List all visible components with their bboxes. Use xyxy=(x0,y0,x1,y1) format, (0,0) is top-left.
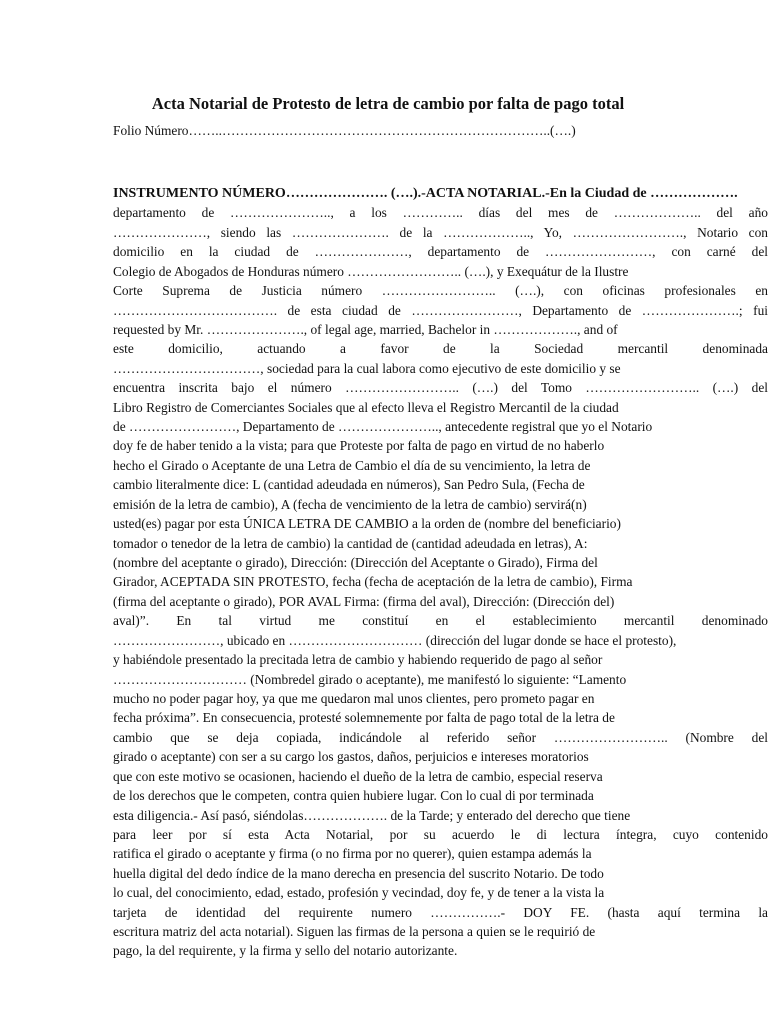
body-line: tarjeta de identidad del requirente numero …………….- DOY FE. (hasta aquí termina la xyxy=(113,904,768,920)
body-line: departamento de ………………….., a los ………….. días del mes de ……………….. del año xyxy=(113,205,768,221)
body-line: huella digital del dedo índice de la mano derecha en presencia del suscrito Notario. De todo xyxy=(113,865,604,881)
body-line: Girador, ACEPTADA SIN PROTESTO, fecha (fecha de aceptación de la letra de cambio), Firma xyxy=(113,574,633,590)
body-line: pago, la del requirente, y la firma y sello del notario autorizante. xyxy=(113,943,458,959)
document-title: Acta Notarial de Protesto de letra de cambio por falta de pago total xyxy=(151,94,625,113)
body-line: para leer por sí esta Acta Notarial, por su acuerdo le di lectura íntegra, cuyo contenido xyxy=(113,826,768,842)
body-line: esta diligencia.- Así pasó, siéndolas………………. de la Tarde; y enterado del derecho que tiene xyxy=(113,807,631,823)
body-line: y habiéndole presentado la precitada letra de cambio y habiendo requerido de pago al señor xyxy=(113,652,603,668)
body-line: aval)”. En tal virtud me constituí en el establecimiento mercantil denominado xyxy=(113,613,768,629)
body-line: ……………………, ubicado en ………………………… (dirección del lugar donde se hace el protesto), xyxy=(113,632,677,648)
body-line: doy fe de haber tenido a la vista; para que Proteste por falta de pago en virtud de no haberlo xyxy=(113,438,605,454)
folio-number: Folio Número……..………………………………………………………………..(….) xyxy=(113,123,576,138)
body-line: (nombre del aceptante o girado), Dirección: (Dirección del Aceptante o Girado), Firma del xyxy=(113,555,598,571)
body-line: emisión de la letra de cambio), A (fecha de vencimiento de la letra de cambio) servirá(n) xyxy=(113,496,587,512)
body-line: lo cual, del conocimiento, edad, estado, profesión y vecindad, doy fe, y de tener a la vista la xyxy=(113,885,605,901)
body-line: ratifica el girado o aceptante y firma (o no firma por no querer), quien estampa además la xyxy=(113,846,592,862)
body-line: ………………………… (Nombredel girado o aceptante), me manifestó lo siguiente: “Lamento xyxy=(113,671,627,687)
body-line: fecha próxima”. En consecuencia, protesté solemnemente por falta de pago total de la letra de xyxy=(113,710,615,726)
body-line: Colegio de Abogados de Honduras número …………………….. (….), y Exequátur de la Ilustre xyxy=(113,263,629,279)
body-line: ……………………………, sociedad para la cual labora como ejecutivo de este domicilio y se xyxy=(113,360,621,376)
body-line: de los derechos que le competen, contra quien hubiere lugar. Con lo cual di por terminada xyxy=(113,788,594,804)
body-line: este domicilio, actuando a favor de la Sociedad mercantil denominada xyxy=(113,341,768,357)
body-line: Libro Registro de Comerciantes Sociales que al efecto lleva el Registro Mercantil de la ciudad xyxy=(113,399,619,415)
body-line: …………………, siendo las …………………. de la ……………….., Yo, ……………………., Notario con xyxy=(113,224,768,240)
body-line: usted(es) pagar por esta ÚNICA LETRA DE CAMBIO a la orden de (nombre del beneficiario) xyxy=(113,516,621,532)
body-line: Corte Suprema de Justicia número …………………….. (….), con oficinas profesionales en xyxy=(113,283,768,299)
body-line: requested by Mr. …………………., of legal age, married, Bachelor in ………………., and of xyxy=(113,321,618,337)
body-line: de ……………………, Departamento de ………………….., antecedente registral que yo el Notario xyxy=(113,419,653,435)
body-line: cambio literalmente dice: L (cantidad adeudada en números), San Pedro Sula, (Fecha de xyxy=(113,477,585,493)
body-line: cambio que se deja copiada, indicándole al referido señor …………………….. (Nombre del xyxy=(113,729,768,745)
body-line: domicilio en la ciudad de …………………, departamento de ……………………, con carné del xyxy=(113,244,768,260)
body-line: que con este motivo se ocasionen, haciendo el dueño de la letra de cambio, especial reserva xyxy=(113,768,603,784)
body-line: hecho el Girado o Aceptante de una Letra de Cambio el día de su vencimiento, la letra de xyxy=(113,457,591,473)
document-body xyxy=(113,184,768,961)
body-line: ………………………………. de esta ciudad de ……………………, Departamento de ………………….; fui xyxy=(113,302,768,318)
body-line: (firma del aceptante o girado), POR AVAL Firma: (firma del aval), Dirección: (Dirección del) xyxy=(113,593,615,609)
body-line: encuentra inscrita bajo el número …………………….. (….) del Tomo …………………….. (….) del xyxy=(113,380,768,396)
body-line: mucho no poder pagar hoy, ya que me quedaron mal unos clientes, pero prometo pagar en xyxy=(113,690,595,706)
body-line: INSTRUMENTO NÚMERO…………………. (….).-ACTA NOTARIAL.-En la Ciudad de ………………. xyxy=(113,186,738,201)
body-line: tomador o tenedor de la letra de cambio) la cantidad de (cantidad adeudada en letras), A: xyxy=(113,535,588,551)
body-line: girado o aceptante) con ser a su cargo los gastos, daños, perjuicios e intereses moratorios xyxy=(113,749,589,765)
body-line: escritura matriz del acta notarial). Siguen las firmas de la persona a quien se le requirió de xyxy=(113,924,596,940)
